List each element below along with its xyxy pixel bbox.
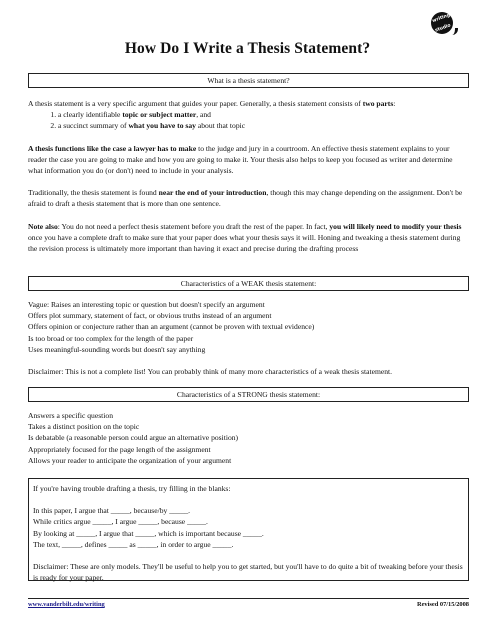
list-item: Allows your reader to anticipate the organization of your argument <box>28 455 232 465</box>
list-item: Takes a distinct position on the topic <box>28 422 140 432</box>
list-item: Uses meaningful-sounding words but doesn't say anything <box>28 344 206 354</box>
placement-paragraph: Traditionally, the thesis statement is found near the end of your introduction, though this may change depending on the assignment. Don't be afraid to draft a thesis statement that is more than one sentence. <box>28 188 463 209</box>
list-item: Is too broad or too complex for the length of the paper <box>28 333 194 343</box>
writing-studio-logo: writing studio <box>431 12 452 34</box>
list-item: Vague: Raises an interesting topic or question but doesn't specify an argument <box>28 300 265 309</box>
note-paragraph: Note also: You do not need a perfect thesis statement before you draft the rest of the paper. In fact, you will likely need to modify your thesis once you have a complete draft to make sure that your paper does what your thesis says it will. Honing and tweaking a thesis statement during the revision process is ultimately more important than having it exact and precise during the drafting process <box>28 221 462 254</box>
lawyer-paragraph: A thesis functions like the case a lawyer has to make to the judge and jury in a courtroom. An effective thesis statement explains to your reader the case you are going to make and how you are going to make it. Your thesis also helps to keep you focused as writer and determine what information you do (or don't) need to include in your analysis. <box>28 143 453 176</box>
template-line: The text, _____, defines _____ as _____, in order to argue _____. <box>33 539 234 549</box>
list-item: Offers plot summary, statement of fact, or obvious truths instead of an argument <box>28 311 272 321</box>
writing-studio-link[interactable]: www.vanderbilt.edu/writing <box>28 601 105 608</box>
list-item: 1. a clearly identifiable topic or subject matter, and <box>58 109 469 120</box>
section-what-is-body <box>28 98 469 254</box>
strong-characteristics <box>28 410 469 466</box>
section-heading-strong: Characteristics of a STRONG thesis statement: <box>28 387 469 402</box>
list-item: Is debatable (a reasonable person could argue an alternative position) <box>28 433 239 443</box>
page-title: How Do I Write a Thesis Statement? <box>124 40 371 57</box>
template-line: In this paper, I argue that _____, because/by _____. <box>33 506 191 516</box>
template-line: While critics argue _____, I argue _____, because _____. <box>33 517 208 527</box>
list-item: Answers a specific question <box>28 411 113 420</box>
definition-paragraph: A thesis statement is a very specific argument that guides your paper. Generally, a thesis statement consists of two parts: <box>28 99 396 108</box>
weak-characteristics <box>28 299 469 377</box>
list-item: 2. a succinct summary of what you have to say about that topic <box>58 120 469 131</box>
list-item: Appropriately focused for the page length of the assignment <box>28 444 211 454</box>
revision-date: Revised 07/15/2008 <box>416 601 469 608</box>
footer-divider <box>28 598 469 599</box>
thesis-templates-box <box>28 478 469 581</box>
template-line: By looking at _____, I argue that _____, which is important because _____. <box>33 528 264 538</box>
weak-disclaimer: Disclaimer: This is not a complete list! You can probably think of many more characteristics of a weak thesis statement. <box>28 367 393 377</box>
logo-quote-mark <box>449 28 458 35</box>
list-item: Offers opinion or conjecture rather than an argument (cannot be proven with textual evidence) <box>28 322 315 332</box>
templates-disclaimer: Disclaimer: These are only models. They'll be useful to help you to get started, but you'll have to do quite a bit of tweaking before your thesis is ready for your paper. <box>33 562 463 583</box>
section-heading-what-is: What is a thesis statement? <box>28 73 469 88</box>
templates-intro: If you're having trouble drafting a thesis, try filling in the blanks: <box>33 484 231 493</box>
section-heading-weak: Characteristics of a WEAK thesis statement: <box>28 276 469 291</box>
parts-list <box>28 109 469 131</box>
